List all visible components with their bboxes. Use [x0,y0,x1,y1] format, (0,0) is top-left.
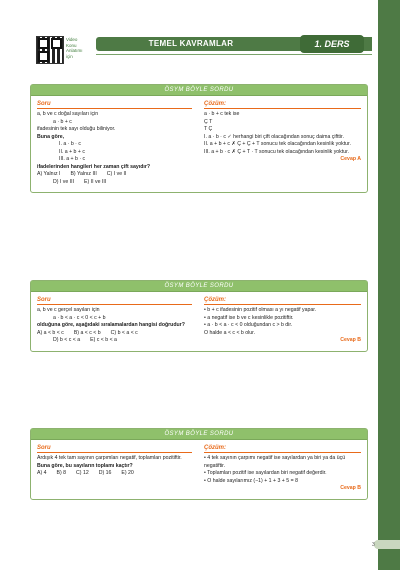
question-text: Buna göre, [37,133,65,140]
solution-text: • b + c ifadesinin pozitif olması a yı negatif yapar. [204,307,317,313]
options-row [37,337,192,345]
option[interactable]: C) b < a < c [110,329,138,336]
soru-label: Soru [37,100,192,109]
solution-text: • Toplamları pozitif ise sayılardan biri negatif değerdir. [204,470,327,476]
option[interactable]: A) a < b < c [37,329,64,336]
question-text: ifadesinin tek sayı olduğu biliniyor. [37,126,116,132]
option[interactable]: E) 20 [121,470,134,476]
cozum-label: Çözüm: [204,296,361,305]
solution-column [198,100,361,186]
question-prompt: ifadelerinden hangileri her zaman çift sayıdır? [37,163,151,170]
option[interactable]: C) 12 [76,470,89,476]
card-band-title: ÖSYM BÖYLE SORDU [31,85,367,96]
page-side-strip [378,0,400,570]
question-expression: a · b + c [53,118,72,125]
solution-text: Ç T [204,118,213,125]
qr-caption [66,37,83,59]
solution-text: III. a + b · c ✗ Ç + T · T sonucu tek olacağından kesinlik yoktur. [204,148,349,155]
option[interactable]: D) 16 [98,470,112,476]
solution-text: I. a · b · c ✓ herhangi biri çift olacağından sonuç daima çifttir. [204,133,344,140]
statement-ii: II. a + b + c [59,148,85,155]
solution-text: T Ç [204,126,213,132]
solution-text: • a · b < a · c < 0 olduğundan c > b dir. [204,322,293,328]
question-text: a, b ve c doğal sayıları için [37,111,99,117]
solution-text: • O halde sayılarımız (−1) + 1 + 3 + 5 = 8 [204,477,298,484]
option[interactable]: D) b < c < a [53,337,81,343]
question-expression: a · b < a · c < 0 < c + b [53,314,106,321]
qr-corner [38,38,49,49]
question-prompt: Buna göre, bu sayıların toplamı kaçtır? [37,462,133,469]
options-row [37,179,192,187]
question-text: Ardışık 4 tek tam sayının çarpımları negatif, toplamları pozitiftir. [37,455,182,461]
qr-caption-line: Anlatımı [66,48,83,53]
solution-text: • a negatif ise b ve c kesinlikle pozitiftir. [204,314,294,321]
qr-code[interactable] [36,36,64,64]
cozum-label: Çözüm: [204,444,361,453]
qr-caption-line: Video [66,37,78,42]
question-text: a, b ve c gerçel sayıları için [37,307,100,313]
options-row [37,330,192,338]
qr-caption-line: Konu [66,42,77,48]
statement-i: I. a · b · c [59,141,81,147]
question-column [37,296,198,345]
page-tab [374,540,400,549]
header-divider [96,54,372,55]
question-column [37,100,198,186]
solution-text: a · b + c tek ise [204,111,240,117]
lesson-badge: 1. DERS [300,35,364,53]
answer-label: Cevap B [340,485,361,491]
option[interactable]: B) 8 [56,470,67,476]
answer-label: Cevap B [340,337,361,343]
page-number: 3 [372,542,375,548]
qr-caption-line: için [66,53,73,59]
option[interactable]: A) 4 [37,470,47,476]
option[interactable]: B) a < c < b [73,329,101,336]
options-row [37,171,192,179]
qr-corner [38,51,49,62]
statement-iii: III. a + b · c [59,156,86,162]
card-band-title: ÖSYM BÖYLE SORDU [31,281,367,292]
option[interactable]: C) I ve II [106,171,127,177]
option[interactable]: E) c < b < a [90,337,117,343]
soru-label: Soru [37,296,192,305]
question-card-1 [30,84,368,193]
question-card-2 [30,280,368,352]
option[interactable]: B) Yalnız III [70,171,97,177]
options-row [37,470,192,478]
option[interactable]: D) I ve III [53,178,75,185]
solution-text: • 4 tek sayının çarpımı negatif ise sayılardan ya biri ya da üçü negatiftir. [204,455,346,469]
question-prompt: olduğuna göre, aşağıdaki sıralamalardan hangisi doğrudur? [37,322,185,328]
solution-column [198,296,361,345]
solution-column [198,444,361,493]
card-band-title: ÖSYM BÖYLE SORDU [31,429,367,440]
qr-corner [51,38,62,49]
page-title: TEMEL KAVRAMLAR [148,39,234,48]
answer-label: Cevap A [340,156,361,162]
question-card-3 [30,428,368,500]
option[interactable]: E) II ve III [84,178,107,185]
question-column [37,444,198,493]
option[interactable]: A) Yalnız I [37,171,61,177]
solution-text: II. a + b + c ✗ Ç + Ç + T sonucu tek olacağından kesinlik yoktur. [204,141,351,147]
solution-text: O halde a < c < b olur. [204,329,256,336]
cozum-label: Çözüm: [204,100,361,109]
soru-label: Soru [37,444,192,453]
